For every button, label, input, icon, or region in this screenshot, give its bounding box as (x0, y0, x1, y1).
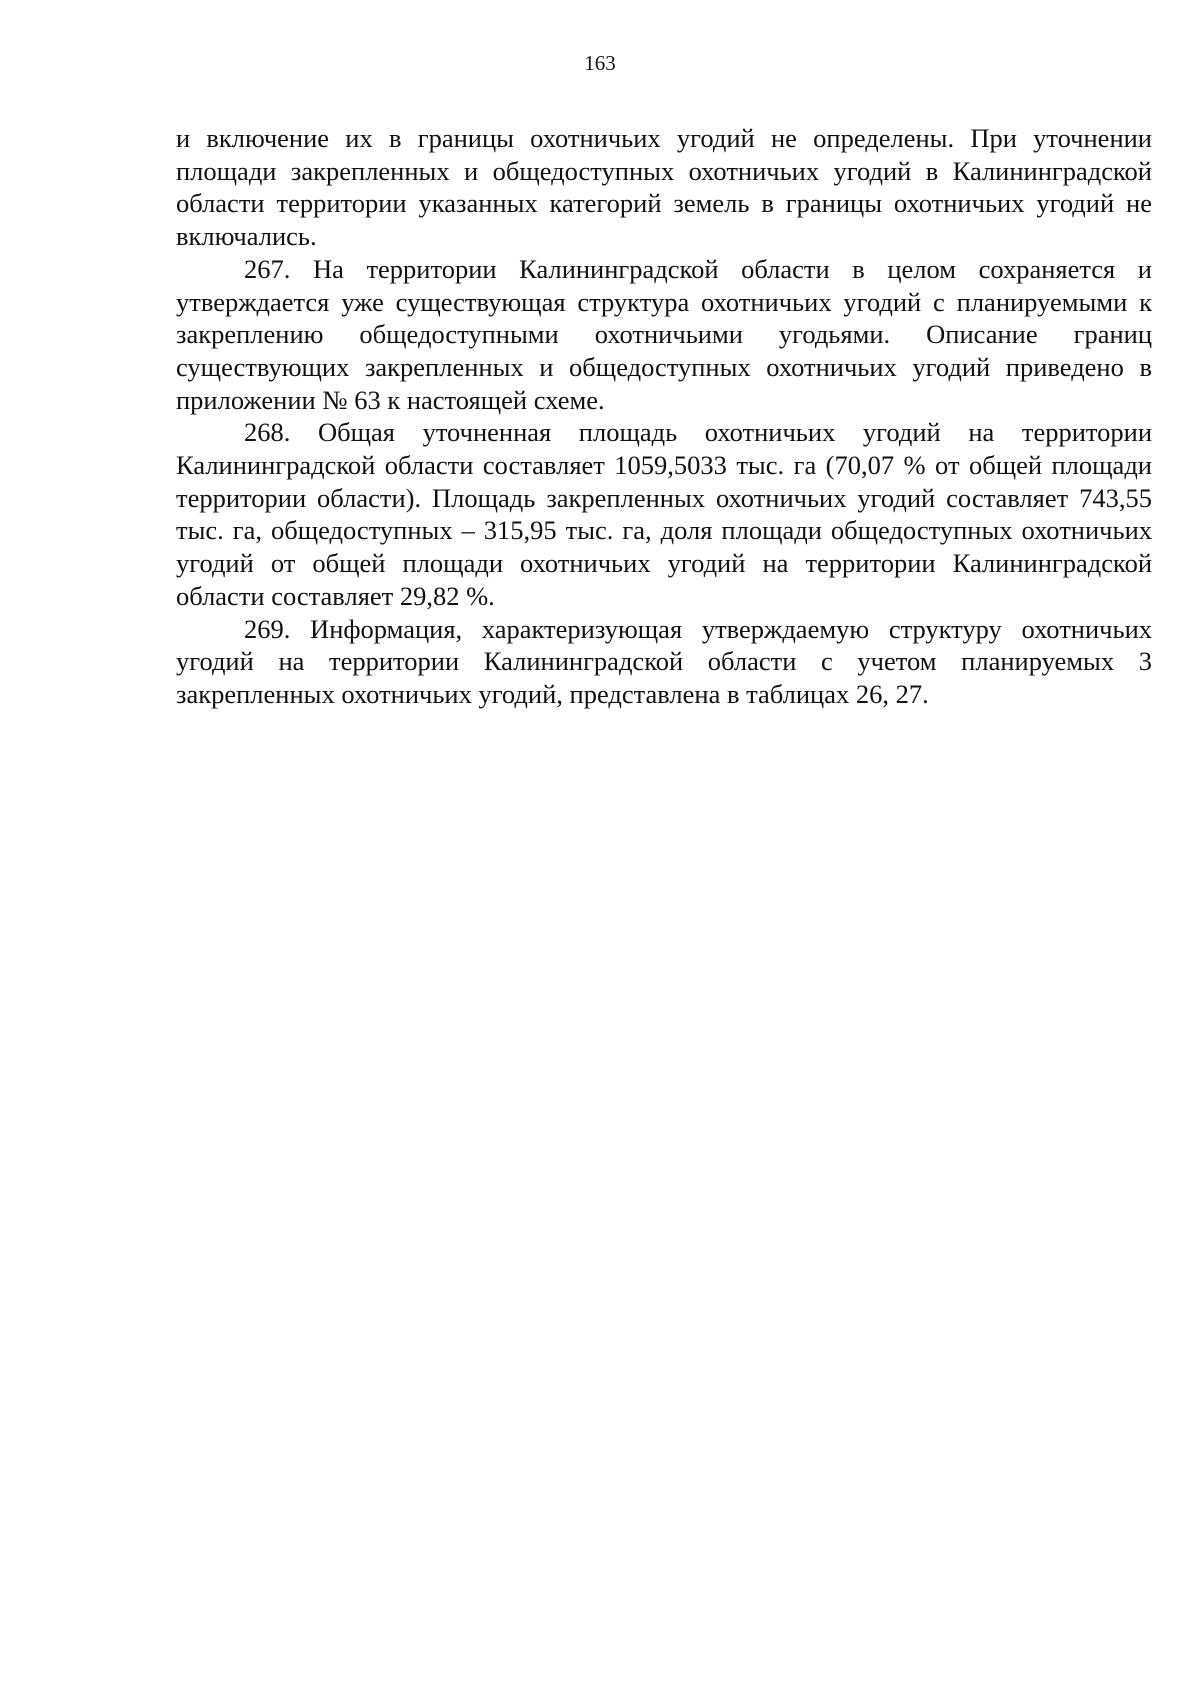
paragraph-267: 267. На территории Калининградской области в целом сохраняется и утверждается уже существующая структура охотничьих угодий с планируемыми к закреплению общедоступными охотничьими угодьями. Описание границ существующих закрепленных и общедоступных охотничьих угодий приведено в приложении № 63 к настоящей схеме. (176, 253, 1152, 415)
paragraph-269: 269. Информация, характеризующая утверждаемую структуру охотничьих угодий на территории Калининградской области с учетом планируемых 3 закрепленных охотничьих угодий, представлена в таблицах 26, 27. (176, 613, 1152, 709)
paragraph-continuation: и включение их в границы охотничьих угодий не определены. При уточнении площади закрепленных и общедоступных охотничьих угодий в Калининградской области территории указанных категорий земель в границы охотничьих угодий не включались. (176, 123, 1152, 252)
page-number: 163 (584, 51, 616, 75)
document-body (176, 122, 1152, 711)
paragraph-268: 268. Общая уточненная площадь охотничьих угодий на территории Калининградской области составляет 1059,5033 тыс. га (70,07 % от общей площади территории области). Площадь закрепленных охотничьих угодий составляет 743,55 тыс. га, общедоступных – 315,95 тыс. га, доля площади общедоступных охотничьих угодий от общей площади охотничьих угодий на территории Калининградской области составляет 29,82 %. (176, 417, 1152, 611)
